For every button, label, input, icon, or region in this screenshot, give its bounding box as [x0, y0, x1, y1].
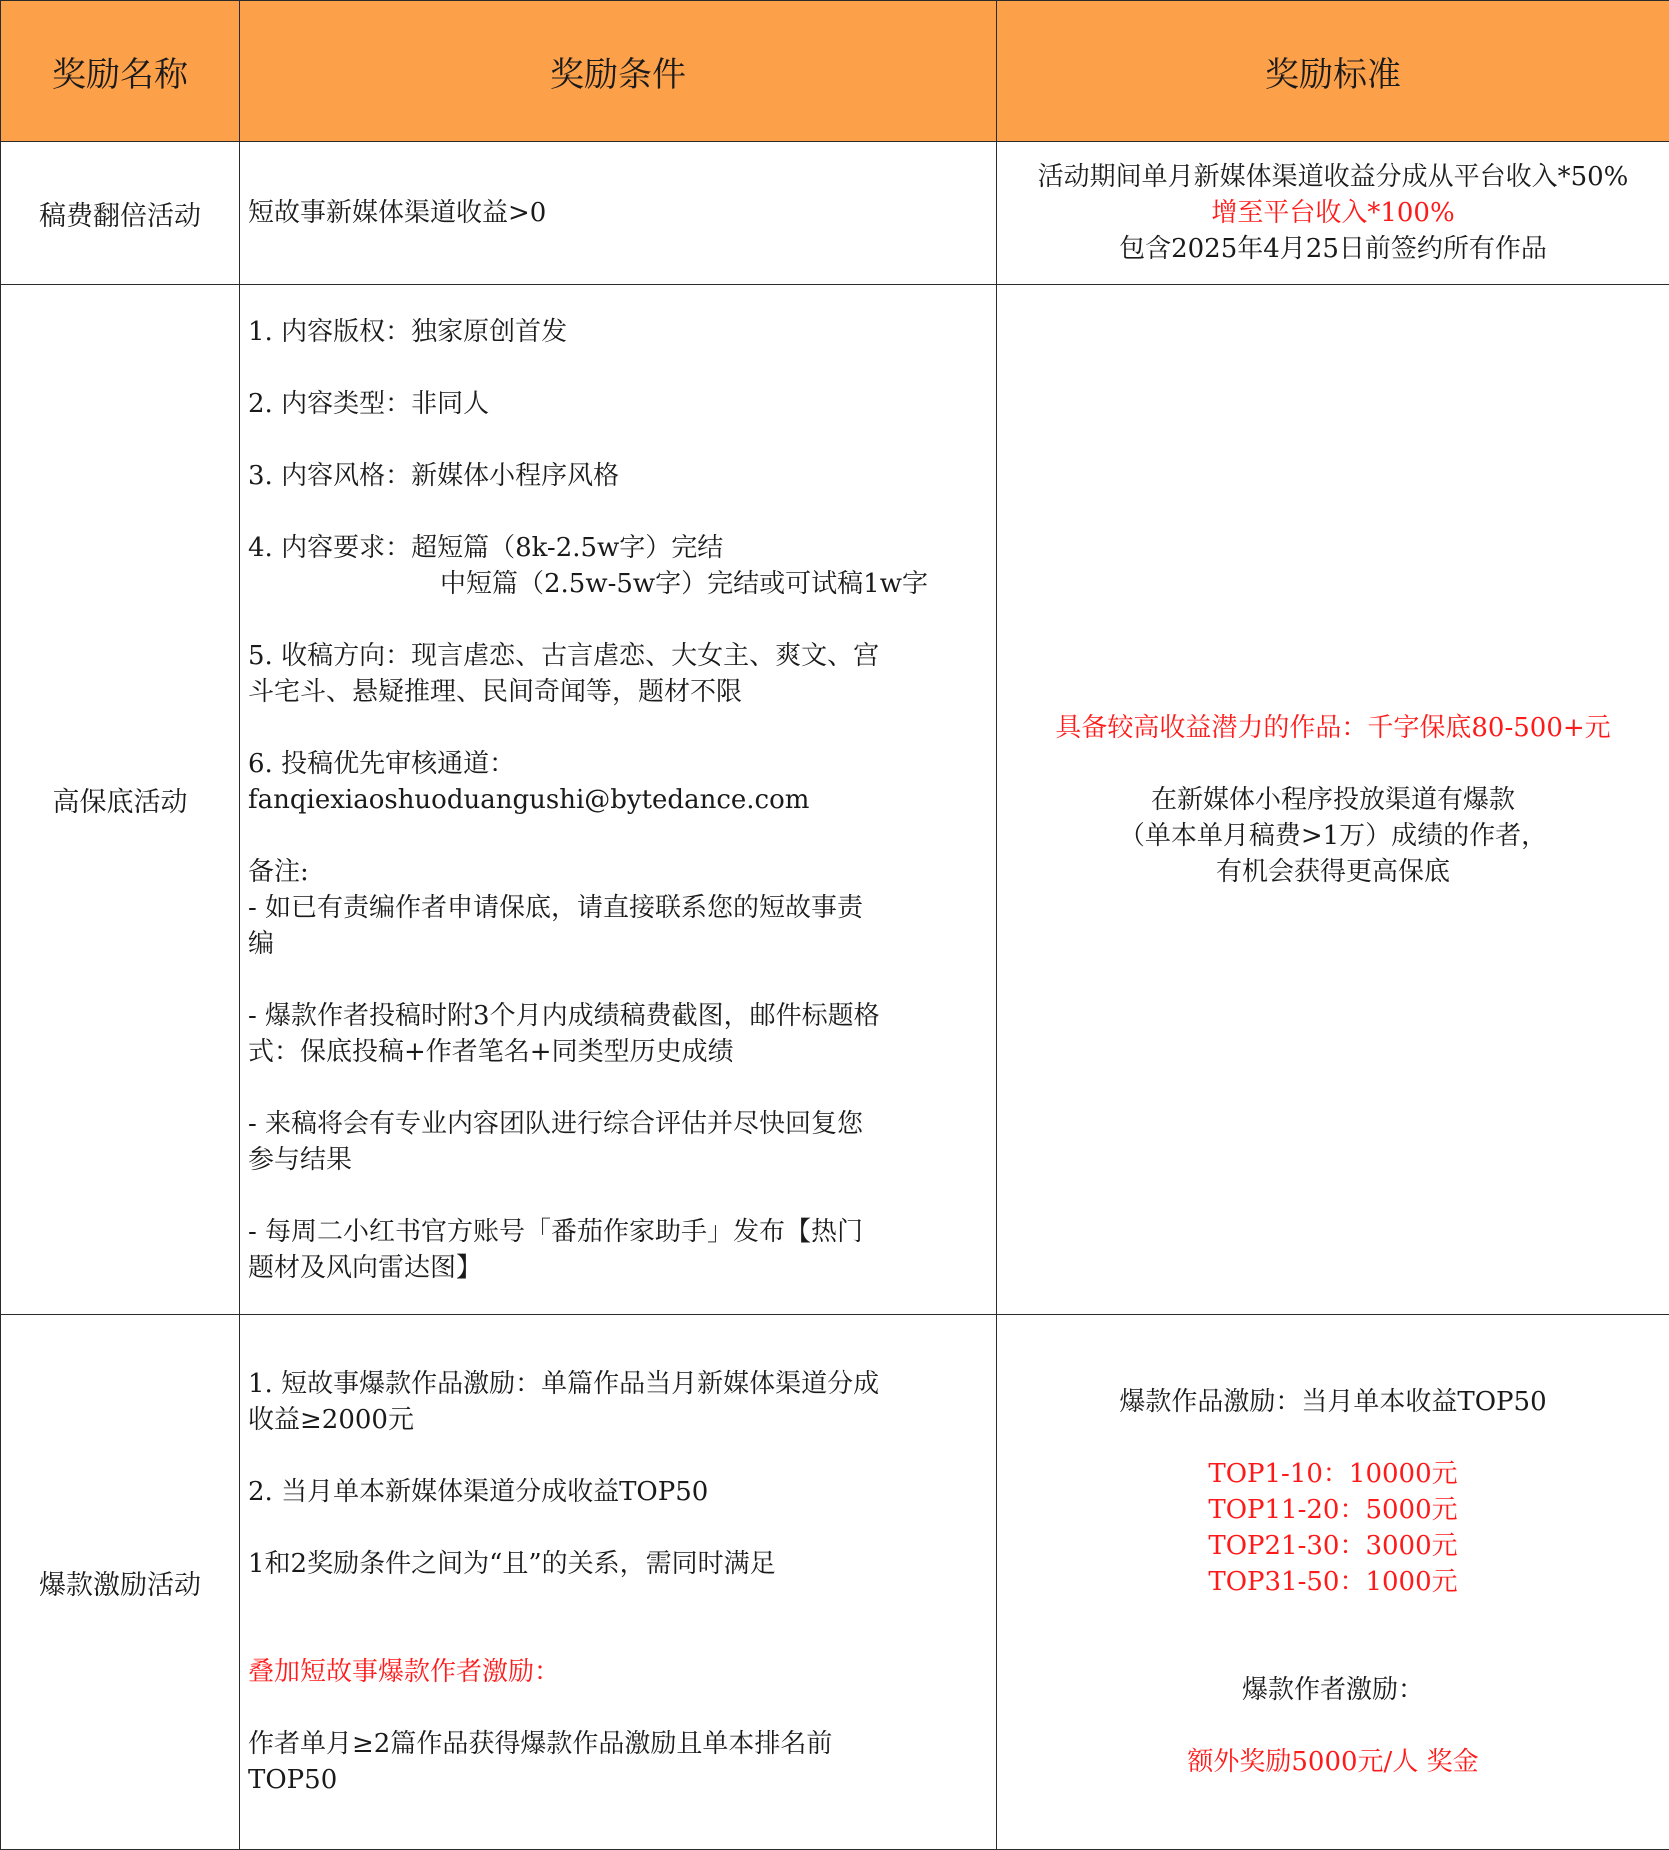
row2-cond-item5a: 5. 收稿方向：现言虐恋、古言虐恋、大女主、爽文、宫 [248, 640, 880, 671]
row3-std-tier4: TOP31-50：1000元 [1208, 1567, 1458, 1597]
row1-standard-line3: 包含2025年4月25日前签约所有作品 [1119, 234, 1547, 264]
row2-note4a: - 每周二小红书官方账号「番茄作家助手」发布【热门 [248, 1216, 864, 1247]
row2-note2b: 式：保底投稿+作者笔名+同类型历史成绩 [248, 1036, 734, 1067]
row-double-pay [1, 142, 1669, 285]
row2-note3a: - 来稿将会有专业内容团队进行综合评估并尽快回复您 [248, 1108, 864, 1139]
row2-cond-email[interactable]: fanqiexiaoshuoduangushi@bytedance.com [248, 784, 810, 815]
row3-cond-item1b: 收益≥2000元 [248, 1405, 414, 1435]
row2-note1b: 编 [248, 928, 275, 959]
row1-standard [997, 142, 1669, 285]
row3-cond-relation: 1和2奖励条件之间为“且”的关系，需同时满足 [248, 1549, 776, 1579]
row3-std-author-bonus: 额外奖励5000元/人 奖金 [1187, 1747, 1479, 1777]
row2-cond-item3: 3. 内容风格：新媒体小程序风格 [248, 460, 620, 491]
row2-cond-item4b: 中短篇（2.5w-5w字）完结或可试稿1w字 [440, 568, 928, 599]
row3-cond-item2: 2. 当月单本新媒体渠道分成收益TOP50 [248, 1477, 709, 1507]
row2-cond-item2: 2. 内容类型：非同人 [248, 388, 490, 419]
row2-cond-item1: 1. 内容版权：独家原创首发 [248, 316, 568, 347]
row2-std-guarantee: 具备较高收益潜力的作品：千字保底80-500+元 [1055, 712, 1611, 743]
row1-standard-line1: 活动期间单月新媒体渠道收益分成从平台收入*50% [1037, 162, 1629, 192]
header-row [1, 1, 1669, 142]
row1-name: 稿费翻倍活动 [1, 142, 240, 285]
header-reward-condition: 奖励条件 [240, 1, 997, 142]
row2-condition [240, 285, 997, 1315]
row3-standard [997, 1315, 1669, 1850]
row2-std-line2: 在新媒体小程序投放渠道有爆款 [1150, 784, 1515, 815]
row2-note2a: - 爆款作者投稿时附3个月内成绩稿费截图，邮件标题格 [248, 1000, 880, 1031]
row1-standard-line2: 增至平台收入*100% [1211, 198, 1455, 228]
row-high-guarantee [1, 285, 1669, 1315]
row-hit-incentive [1, 1315, 1669, 1850]
row2-std-line3: （单本单月稿费>1万）成绩的作者， [1118, 820, 1548, 851]
row1-condition: 短故事新媒体渠道收益>0 [240, 142, 997, 285]
row3-std-tier2: TOP11-20：5000元 [1208, 1495, 1458, 1525]
row2-cond-item5b: 斗宅斗、悬疑推理、民间奇闻等，题材不限 [248, 676, 743, 707]
row3-cond-item1a: 1. 短故事爆款作品激励：单篇作品当月新媒体渠道分成 [248, 1369, 880, 1399]
row3-std-tier1: TOP1-10：10000元 [1208, 1459, 1458, 1489]
row2-note1a: - 如已有责编作者申请保底，请直接联系您的短故事责 [248, 892, 864, 923]
row3-std-author-title: 爆款作者激励： [1241, 1675, 1424, 1705]
header-reward-standard: 奖励标准 [997, 1, 1669, 142]
row2-note4b: 题材及风向雷达图】 [248, 1252, 483, 1283]
row2-name: 高保底活动 [1, 285, 240, 1315]
row2-note3b: 参与结果 [248, 1144, 353, 1175]
row3-std-title: 爆款作品激励：当月单本收益TOP50 [1119, 1387, 1547, 1417]
row2-std-line4: 有机会获得更高保底 [1215, 856, 1450, 887]
header-reward-name: 奖励名称 [1, 1, 240, 142]
row3-cond-item5b: TOP50 [248, 1765, 338, 1795]
row3-std-tier3: TOP21-30：3000元 [1208, 1531, 1458, 1561]
row3-cond-item5a: 作者单月≥2篇作品获得爆款作品激励且单本排名前 [248, 1729, 833, 1759]
row2-cond-item6a: 6. 投稿优先审核通道： [248, 748, 516, 779]
row3-name: 爆款激励活动 [1, 1315, 240, 1850]
row2-cond-item4a: 4. 内容要求：超短篇（8k-2.5w字）完结 [248, 532, 724, 563]
row3-cond-stack-title: 叠加短故事爆款作者激励： [248, 1657, 561, 1687]
row2-standard [997, 285, 1669, 1315]
row2-note-title: 备注: [248, 856, 309, 887]
row3-condition [240, 1315, 997, 1850]
